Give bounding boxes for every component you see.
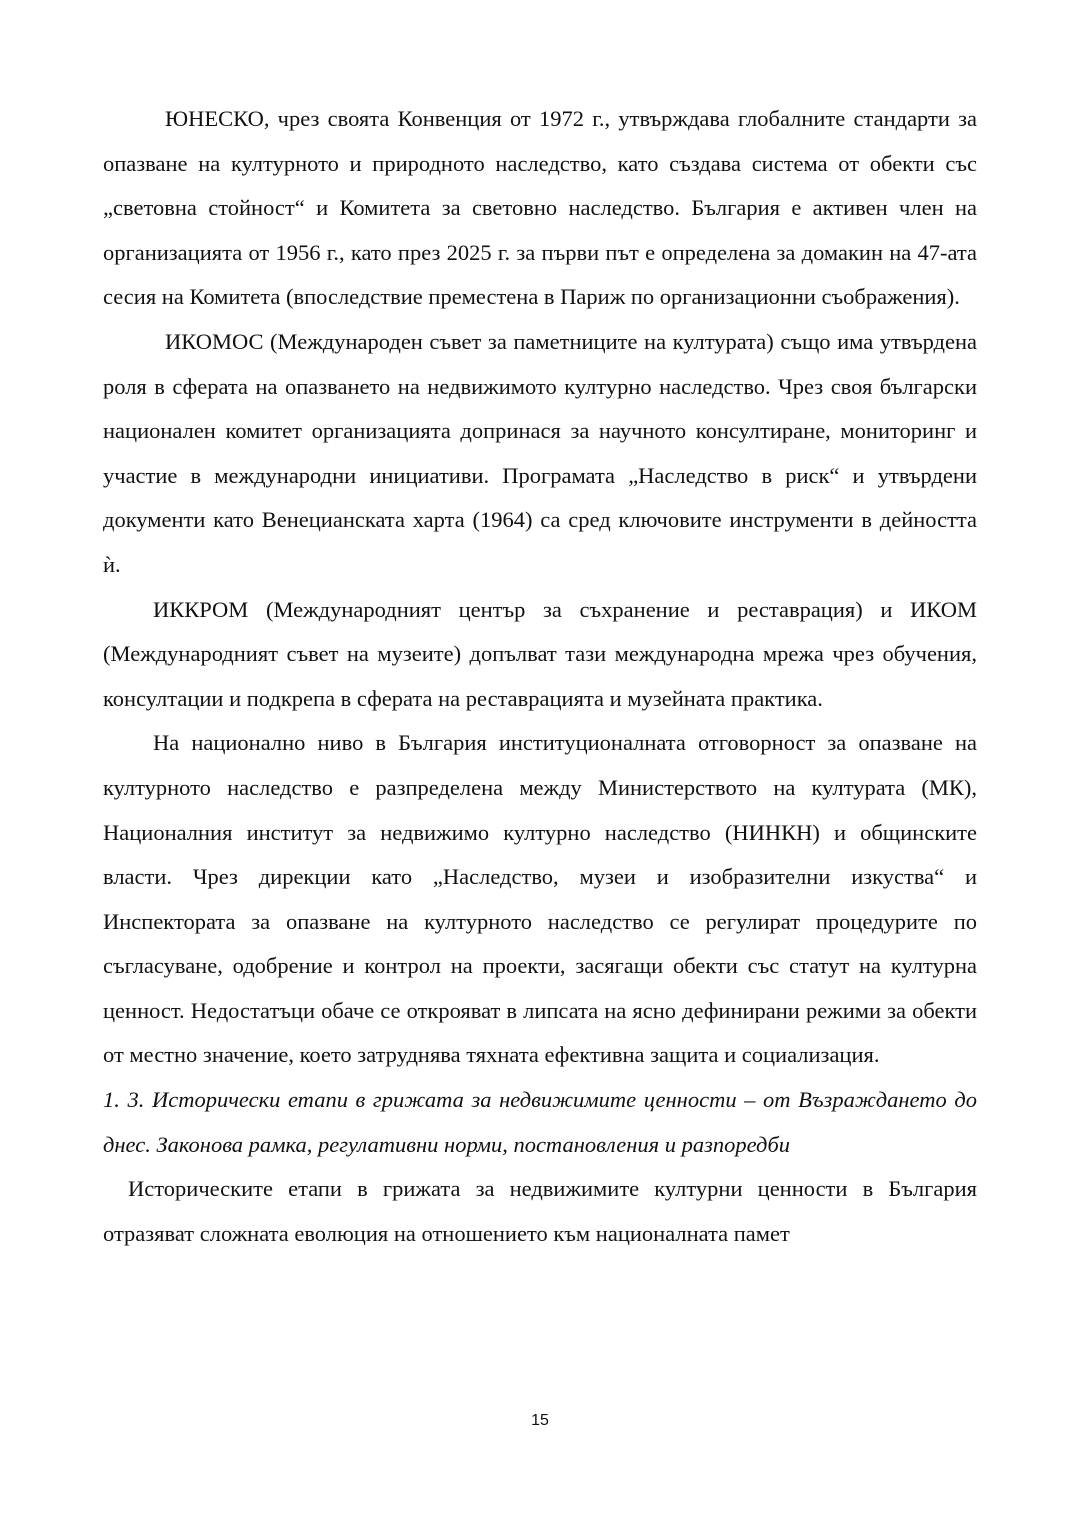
paragraph-national-level: На национално ниво в България институционалната отговорност за опазване на културното наследство е разпределена между Министерството на културата (МК), Националния институт за недвижимо културно наследство (НИНКН) и общинските власти. Чрез дирекции като „Наследство, музеи и изобразителни изкуства“ и Инспектората за опазване на културното наследство се регулират процедурите по съгласуване, одобрение и контрол на проекти, засягащи обекти със статут на културна ценност. Недостатъци обаче се открояват в липсата на ясно дефинирани режими за обекти от местно значение, което затруднява тяхната ефективна защита и социализация. [103, 730, 977, 1068]
page-body [103, 97, 977, 1256]
section-heading: 1. 3. Исторически етапи в грижата за недвижимите ценности – от Възраждането до днес. Законова рамка, регулативни норми, постановления и разпоредби [103, 1087, 977, 1157]
paragraph-unesco: ЮНЕСКО, чрез своята Конвенция от 1972 г., утвърждава глобалните стандарти за опазване на културното и природното наследство, като създава система от обекти със „световна стойност“ и Комитета за световно наследство. България е активен член на организацията от 1956 г., като през 2025 г. за първи път е определена за домакин на 47-ата сесия на Комитета (впоследствие преместена в Париж по организационни съображения). [103, 106, 977, 310]
paragraph-historical-stages: Историческите етапи в грижата за недвижимите културни ценности в България отразяват сложната еволюция на отношението към националната памет [103, 1176, 977, 1246]
paragraph-iccrom: ИККРОМ (Международният център за съхранение и реставрация) и ИКОМ (Международният съвет на музеите) допълват тази международна мрежа чрез обучения, консултации и подкрепа в сферата на реставрацията и музейната практика. [103, 596, 977, 711]
paragraph-icomos: ИКОМОС (Международен съвет за паметниците на културата) също има утвърдена роля в сферата на опазването на недвижимото културно наследство. Чрез своя български национален комитет организацията допринася за научното консултиране, мониторинг и участие в международни инициативи. Програмата „Наследство в риск“ и утвърдени документи като Венецианската харта (1964) са сред ключовите инструменти в дейността ѝ. [103, 328, 977, 577]
page-number: 15 [531, 1412, 549, 1429]
